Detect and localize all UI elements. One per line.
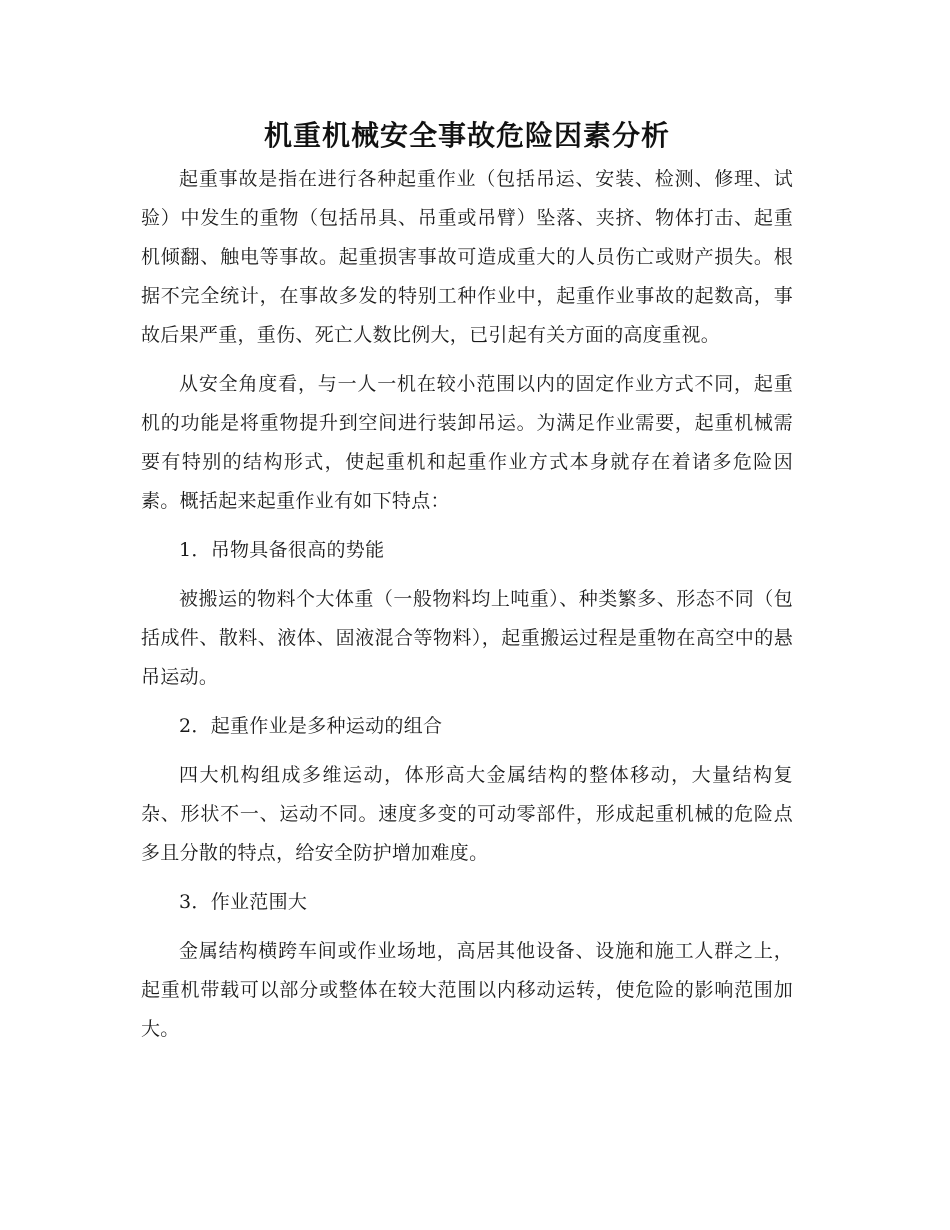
paragraph-intro: 起重事故是指在进行各种起重作业（包括吊运、安装、检测、修理、试验）中发生的重物（包括吊具、吊重或吊臂）坠落、夹挤、物体打击、起重机倾翻、触电等事故。起重损害事故可造成重大的人员伤亡或财产损失。根据不完全统计，在事故多发的特别工种作业中，起重作业事故的起数高，事故后果严重，重伤、死亡人数比例大，已引起有关方面的高度重视。: [141, 168, 793, 346]
section-heading-1: 1．吊物具备很高的势能: [179, 539, 385, 561]
page-title: 机重机械安全事故危险因素分析: [263, 119, 670, 152]
paragraph-section-1: 被搬运的物料个大体重（一般物料均上吨重）、种类繁多、形态不同（包括成件、散料、液体、固液混合等物料），起重搬运过程是重物在高空中的悬吊运动。: [141, 588, 793, 688]
document-body: [141, 110, 793, 1059]
paragraph-section-3: 金属结构横跨车间或作业场地，高居其他设备、设施和施工人群之上，起重机带载可以部分或整体在较大范围以内移动运转，使危险的影响范围加大。: [141, 940, 793, 1040]
section-heading-3: 3．作业范围大: [179, 891, 308, 913]
paragraph-safety-perspective: 从安全角度看，与一人一机在较小范围以内的固定作业方式不同，起重机的功能是将重物提升到空间进行装卸吊运。为满足作业需要，起重机械需要有特别的结构形式，使起重机和起重作业方式本身就存在着诸多危险因素。概括起来起重作业有如下特点：: [141, 373, 793, 512]
section-heading-2: 2．起重作业是多种运动的组合: [179, 715, 443, 737]
paragraph-section-2: 四大机构组成多维运动，体形高大金属结构的整体移动，大量结构复杂、形状不一、运动不同。速度多变的可动零部件，形成起重机械的危险点多且分散的特点，给安全防护增加难度。: [141, 764, 793, 864]
